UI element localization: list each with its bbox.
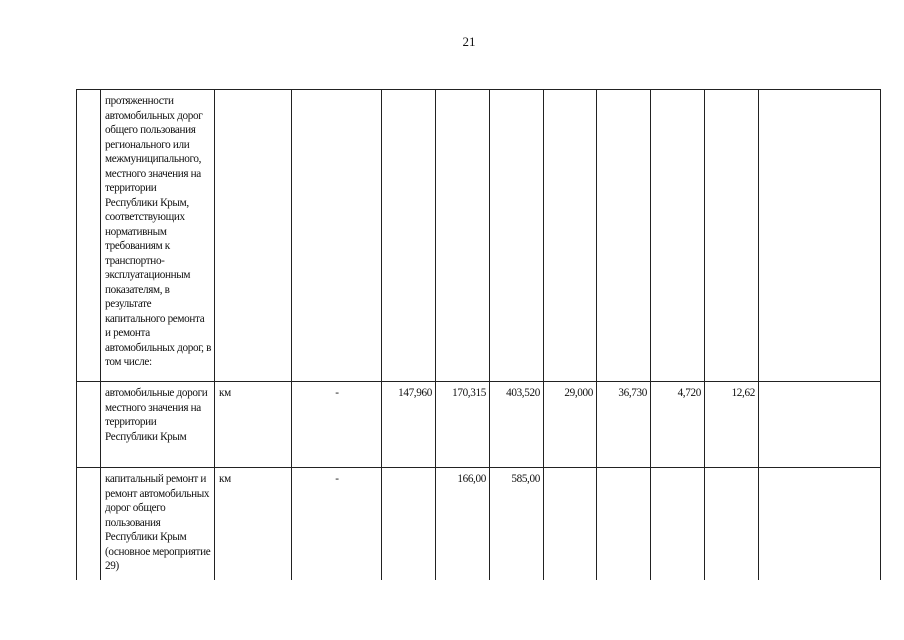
value-cell [651, 90, 705, 382]
indicator-name-cell: протяженности автомобильных дорог общего пользования регионального или межмуниципального, местного значения на территории Республики Крым, соответствующих нормативным требованиям к транспортно-эксплуатационным показателям, в результате капитального ремонта и ремонта автомобильных дорог, в том числе: [101, 90, 215, 382]
value-cell [382, 90, 436, 382]
base-value-cell: - [292, 382, 382, 468]
last-column-cell [759, 468, 881, 581]
indicator-name-cell: автомобильные дороги местного значения на территории Республики Крым [101, 382, 215, 468]
value-cell [490, 90, 544, 382]
value-cell [597, 90, 651, 382]
value-cell [705, 90, 759, 382]
value-cell: 170,315 [436, 382, 490, 468]
last-column-cell [759, 382, 881, 468]
value-cell: 36,730 [597, 382, 651, 468]
value-cell [651, 468, 705, 581]
value-cell [544, 90, 597, 382]
base-value-cell [292, 90, 382, 382]
value-cell: 29,000 [544, 382, 597, 468]
value-cell: 147,960 [382, 382, 436, 468]
empty-cell [77, 90, 101, 382]
table-row [77, 382, 881, 468]
base-value-cell: - [292, 468, 382, 581]
unit-cell [215, 90, 292, 382]
empty-cell [77, 382, 101, 468]
value-cell: 166,00 [436, 468, 490, 581]
table-row [77, 90, 881, 382]
value-cell: 12,62 [705, 382, 759, 468]
value-cell: 4,720 [651, 382, 705, 468]
unit-cell: км [215, 468, 292, 581]
page-number: 21 [462, 34, 476, 49]
table-row [77, 468, 881, 581]
indicators-table [76, 89, 881, 580]
value-cell [597, 468, 651, 581]
empty-cell [77, 468, 101, 581]
value-cell [436, 90, 490, 382]
value-cell [705, 468, 759, 581]
value-cell [382, 468, 436, 581]
unit-cell: км [215, 382, 292, 468]
last-column-cell [759, 90, 881, 382]
value-cell [544, 468, 597, 581]
value-cell: 585,00 [490, 468, 544, 581]
value-cell: 403,520 [490, 382, 544, 468]
indicator-name-cell: капитальный ремонт и ремонт автомобильных дорог общего пользования Республики Крым (основное мероприятие 29) [101, 468, 215, 581]
